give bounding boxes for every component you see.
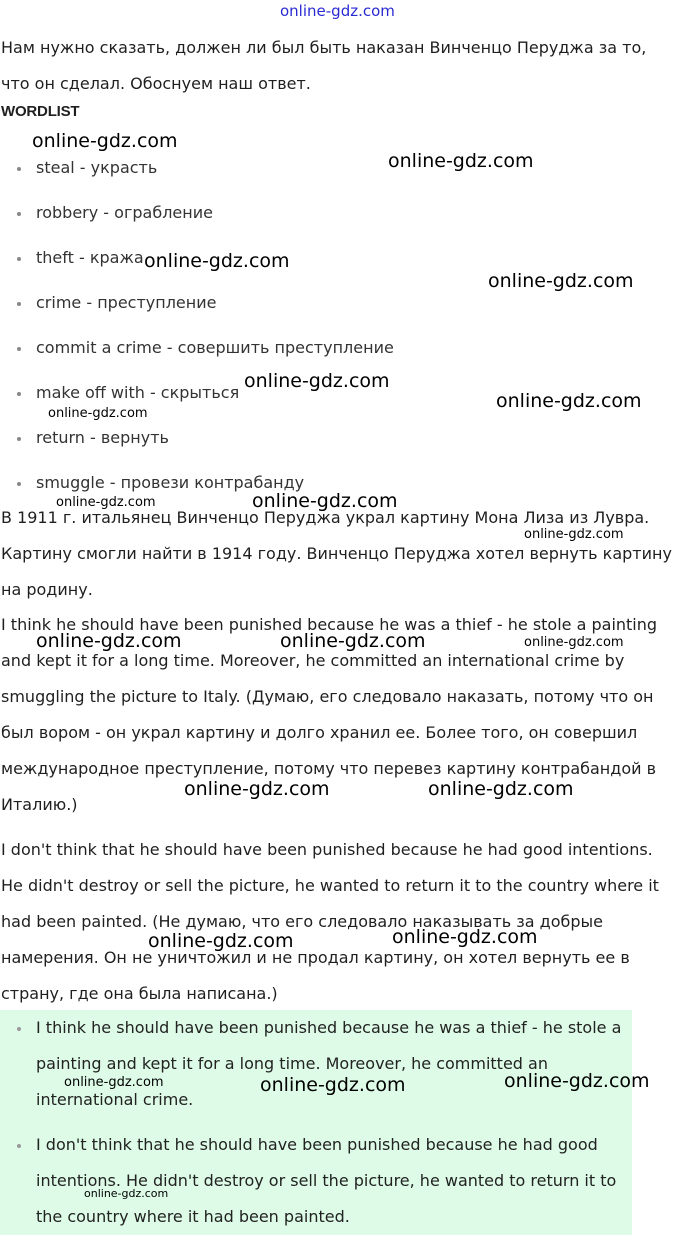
list-item: theft - кража: [14, 240, 394, 285]
paragraph-not-punished: I don't think that he should have been punished because he had good intentions. He didn't destroy or sell the picture, he wanted to return it to the country where it had been painted. (Не думаю, что его следовало наказывать за добрые намерения. Он не уничтожил и не продал картину, он хотел вернуть ее в страну, где она была написана.): [1, 840, 659, 1003]
watermark: online-gdz.com: [56, 495, 156, 510]
watermark-top: online-gdz.com: [280, 2, 395, 20]
watermark: online-gdz.com: [84, 1187, 169, 1200]
watermark: online-gdz.com: [36, 630, 182, 652]
watermark: online-gdz.com: [48, 406, 148, 421]
watermark: online-gdz.com: [64, 1075, 164, 1090]
watermark: online-gdz.com: [184, 778, 330, 800]
list-item: smuggle - провези контрабанду: [14, 465, 394, 510]
list-item: I don't think that he should have been punished because he had good intentions. He didn't destroy or sell the picture, he wanted to return it to the country where it had been painted.: [14, 1127, 634, 1235]
watermark: online-gdz.com: [144, 250, 290, 272]
watermark: online-gdz.com: [252, 490, 398, 512]
watermark: online-gdz.com: [280, 630, 426, 652]
list-item: commit a crime - совершить преступление: [14, 330, 394, 375]
watermark: online-gdz.com: [260, 1074, 406, 1096]
watermark: online-gdz.com: [496, 390, 642, 412]
list-item: crime - преступление: [14, 285, 394, 330]
wordlist: [14, 150, 394, 510]
watermark: online-gdz.com: [388, 150, 534, 172]
list-item: make off with - скрыться: [14, 375, 394, 420]
watermark: online-gdz.com: [488, 270, 634, 292]
wordlist-title: WORDLIST: [1, 103, 80, 120]
watermark: online-gdz.com: [244, 370, 390, 392]
list-item: robbery - ограбление: [14, 195, 394, 240]
watermark: online-gdz.com: [524, 635, 624, 650]
paragraph-history: В 1911 г. итальянец Винченцо Перуджа украл картину Мона Лиза из Лувра. Картину смогли найти в 1914 году. Винченцо Перуджа хотел вернуть картину на родину.: [1, 508, 672, 599]
list-item: I think he should have been punished because he was a thief - he stole a painting and kept it for a long time. Moreover, he committed an international crime.: [14, 1010, 634, 1127]
intro-text: Нам нужно сказать, должен ли был быть наказан Винченцо Перуджа за то, что он сделал. Обоснуем наш ответ.: [1, 38, 647, 93]
watermark: online-gdz.com: [428, 778, 574, 800]
watermark: online-gdz.com: [148, 930, 294, 952]
paragraph-punished: I think he should have been punished because he was a thief - he stole a painting and kept it for a long time. Moreover, he committed an international crime by smuggling the picture to Italy. (Думаю, его следовало наказать, потому что он был вором - он украл картину и долго хранил ее. Более того, он совершил международное преступление, потому что перевез картину контрабандой в Италию.): [1, 615, 658, 814]
watermark: online-gdz.com: [524, 527, 624, 542]
watermark: online-gdz.com: [504, 1070, 650, 1092]
watermark: online-gdz.com: [392, 926, 538, 948]
list-item: return - вернуть: [14, 420, 394, 465]
list-item: steal - украсть: [14, 150, 394, 195]
answer-list: [14, 1010, 634, 1235]
watermark: online-gdz.com: [32, 130, 178, 152]
